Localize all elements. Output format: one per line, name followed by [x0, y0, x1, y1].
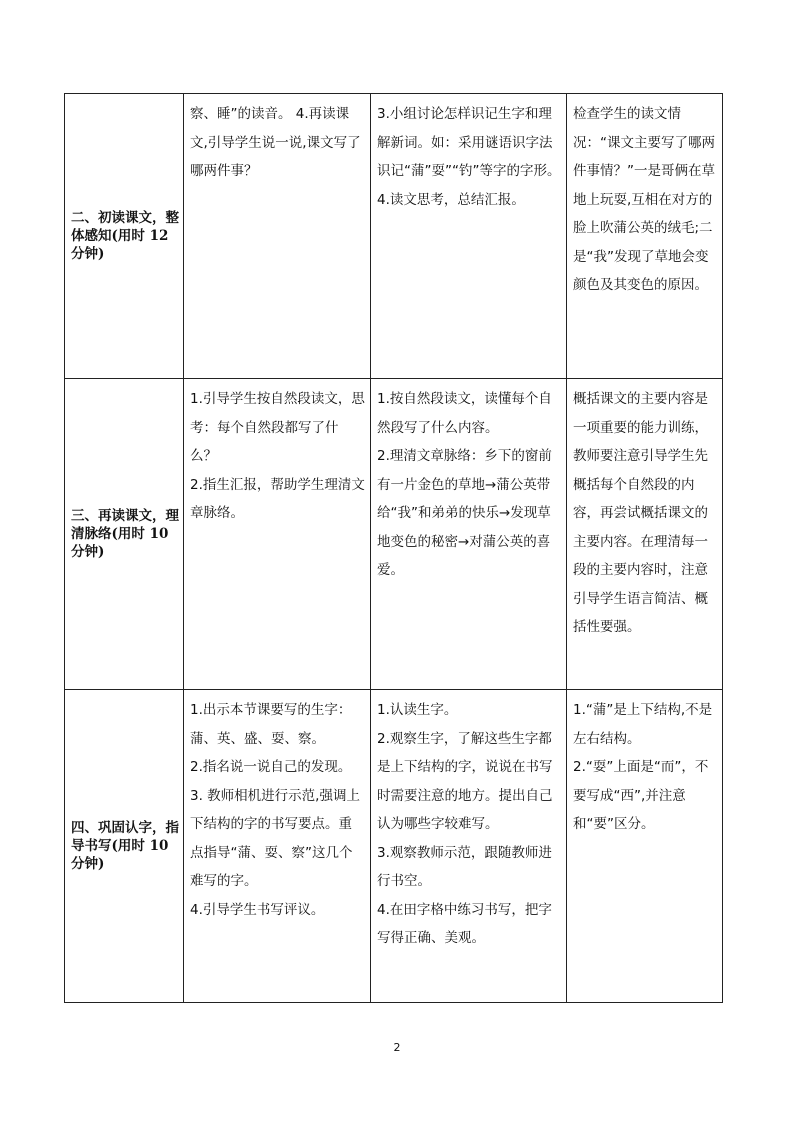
teacher-activity-line: 蒲、英、盛、耍、察。 [190, 730, 325, 747]
teacher-activity-line: 察、睡”的读音。 4.再读课文,引导学生说一说,课文写了哪两件事？ [190, 106, 361, 179]
student-activity-line: 3.小组讨论怎样识记生字和理解新词。如：采用谜语识字法识记“蒲”耍”“钓”等字的字形。 [377, 106, 561, 179]
student-activity-cell [371, 94, 567, 379]
student-activity-line: 2.理清文章脉络：乡下的窗前有一片金色的草地→蒲公英带给“我”和弟弟的快乐→发现草地变色的秘密→对蒲公英的喜爱。 [377, 448, 552, 578]
table-row-stage-3 [65, 379, 723, 690]
student-activity-cell [371, 690, 567, 1003]
design-note-line: 检查学生的读文情况：“课文主要写了哪两件事情？”一是哥俩在草地上玩耍,互相在对方的脸上吹蒲公英的绒毛;二是“我”发现了草地会变颜色及其变色的原因。 [573, 106, 715, 293]
design-note-cell [567, 94, 723, 379]
student-activity-line: 1.按自然段读文，读懂每个自然段写了什么内容。 [377, 391, 552, 436]
table-row-stage-2 [65, 94, 723, 379]
stage-cell: 二、初读课文，整体感知(用时 12 分钟) [65, 94, 184, 379]
teacher-activity-cell [184, 379, 371, 690]
design-note-line: 概括课文的主要内容是一项重要的能力训练，教师要注意引导学生先概括每个自然段的内容，再尝试概括课文的主要内容。在理清每一段的主要内容时，注意引导学生语言简洁、概括性要强。 [573, 391, 708, 635]
teacher-activity-line: 1.出示本节课要写的生字： [190, 702, 352, 718]
teacher-activity-line: 2.指生汇报，帮助学生理清文章脉络。 [190, 476, 365, 521]
design-note-cell [567, 379, 723, 690]
student-activity-cell [371, 379, 567, 690]
teacher-activity-cell [184, 690, 371, 1003]
student-activity-line: 4.读文思考，总结汇报。 [377, 191, 525, 208]
table-row-stage-4 [65, 690, 723, 1003]
student-activity-line: 1.认读生字。 [377, 702, 458, 718]
student-activity-line: 4.在田字格中练习书写，把字写得正确、美观。 [377, 901, 552, 946]
design-note-line: 1.“蒲”是上下结构,不是左右结构。 [573, 702, 713, 747]
stage-cell: 三、再读课文，理清脉络(用时 10 分钟) [65, 379, 184, 690]
page-number: 2 [393, 1041, 401, 1054]
teacher-activity-line: 3. 教师相机进行示范,强调上下结构的字的书写要点。重点指导“蒲、耍、察”这几个难写的字。 [190, 787, 360, 889]
design-note-cell [567, 690, 723, 1003]
teacher-activity-cell [184, 94, 371, 379]
teacher-activity-line: 1.引导学生按自然段读文，思考：每个自然段都写了什么？ [190, 391, 365, 464]
lesson-plan-table [64, 93, 723, 1003]
stage-cell: 四、巩固认字，指导书写(用时 10 分钟) [65, 690, 184, 1003]
design-note-line: 2.“耍”上面是“而”，不要写成“西”,并注意和“要”区分。 [573, 759, 709, 832]
teacher-activity-line: 2.指名说一说自己的发现。 [190, 759, 352, 775]
student-activity-line: 2.观察生字，了解这些生字都是上下结构的字，说说在书写时需要注意的地方。提出自己认为哪些字较难写。 [377, 730, 553, 832]
teacher-activity-line: 4.引导学生书写评议。 [190, 901, 325, 918]
student-activity-line: 3.观察教师示范，跟随教师进行书空。 [377, 844, 552, 889]
